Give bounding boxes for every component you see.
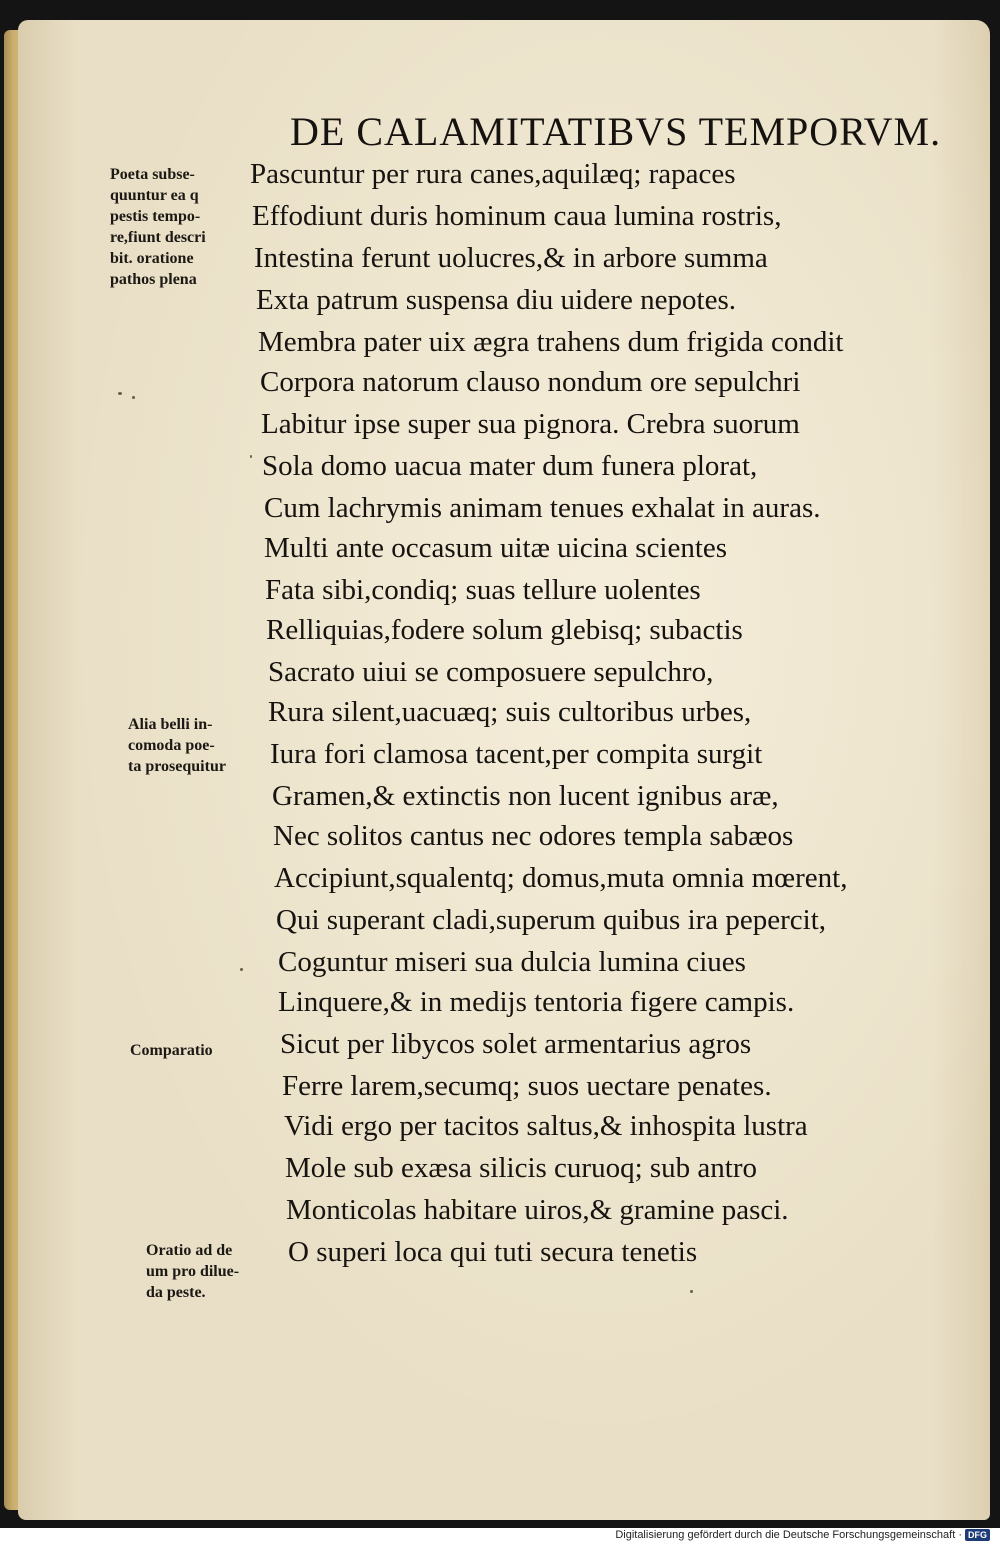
gloss-line: quuntur ea q — [110, 187, 199, 204]
verse-line: Fata sibi,condiq; suas tellure uolentes — [265, 574, 701, 606]
paper-speck — [132, 396, 135, 399]
verse-line: Sicut per libycos solet armentarius agros — [280, 1028, 752, 1060]
verse-line: Accipiunt,squalentq; domus,muta omnia mœrent, — [274, 862, 848, 894]
footer-credit — [615, 1529, 990, 1541]
gloss-line: Comparatio — [130, 1042, 213, 1059]
dfg-logo: DFG — [965, 1529, 990, 1541]
paper-speck — [690, 1290, 693, 1293]
verse-line: Gramen,& extinctis non lucent ignibus aræ, — [272, 780, 779, 812]
verse-line: Sola domo uacua mater dum funera plorat, — [262, 450, 758, 482]
verse-line: Labitur ipse super sua pignora. Crebra suorum — [261, 408, 800, 440]
gloss-line: ta prosequitur — [128, 758, 226, 775]
verse-line: Relliquias,fodere solum glebisq; subactis — [266, 614, 743, 646]
verse-line: Mole sub exæsa silicis curuoq; sub antro — [285, 1152, 758, 1184]
verse-line: Effodiunt duris hominum caua lumina rostris, — [252, 200, 782, 232]
gloss-line: Poeta subse- — [110, 166, 195, 183]
paper-speck — [250, 455, 252, 458]
gloss-line: re,fiunt descri — [110, 229, 206, 246]
verse-line: Cum lachrymis animam tenues exhalat in auras. — [264, 492, 821, 524]
verse-line: Pascuntur per rura canes,aquilæq; rapaces — [250, 158, 736, 190]
gloss-line: Oratio ad de — [146, 1242, 233, 1259]
verse-line: Rura silent,uacuæq; suis cultoribus urbes, — [268, 696, 752, 728]
verse-line: Iura fori clamosa tacent,per compita surgit — [270, 738, 763, 770]
marginal-gloss — [110, 164, 206, 290]
gloss-line: um pro dilue- — [146, 1263, 240, 1280]
verse-line: Corpora natorum clauso nondum ore sepulchri — [260, 366, 801, 398]
marginal-gloss — [128, 714, 226, 777]
gloss-line: bit. oratione — [110, 250, 194, 267]
gloss-line: da peste. — [146, 1284, 206, 1301]
verse-line: Vidi ergo per tacitos saltus,& inhospita lustra — [284, 1110, 808, 1142]
verse-line: Exta patrum suspensa diu uidere nepotes. — [256, 284, 736, 316]
verse-line: Coguntur miseri sua dulcia lumina ciues — [278, 946, 746, 978]
gloss-line: comoda poe- — [128, 737, 215, 754]
gloss-line: pathos plena — [110, 271, 197, 288]
footer-text: Digitalisierung gefördert durch die Deutsche Forschungsgemeinschaft · — [615, 1529, 962, 1541]
verse-line: Monticolas habitare uiros,& gramine pasci. — [286, 1194, 789, 1226]
verse-line: Linquere,& in medijs tentoria figere campis. — [278, 986, 795, 1018]
marginal-gloss — [130, 1040, 213, 1061]
gloss-line: pestis tempo- — [110, 208, 201, 225]
verse-line: Multi ante occasum uitæ uicina scientes — [264, 532, 728, 564]
verse-line: Ferre larem,secumq; suos uectare penates. — [282, 1070, 772, 1102]
running-title: DE CALAMITATIBVS TEMPORVM. — [290, 109, 942, 154]
gloss-line: Alia belli in- — [128, 716, 213, 733]
verse-line: Membra pater uix ægra trahens dum frigida condit — [258, 326, 844, 358]
paper-speck — [118, 392, 122, 395]
verse-line: O superi loca qui tuti secura tenetis — [288, 1236, 698, 1268]
verse-line: Qui superant cladi,superum quibus ira pepercit, — [276, 904, 827, 936]
verse-line: Nec solitos cantus nec odores templa sabæos — [273, 820, 794, 852]
verse-line: Intestina ferunt uolucres,& in arbore summa — [254, 242, 768, 274]
marginal-gloss — [146, 1240, 239, 1303]
paper-speck — [240, 968, 243, 971]
verse-line: Sacrato uiui se composuere sepulchro, — [268, 656, 714, 688]
